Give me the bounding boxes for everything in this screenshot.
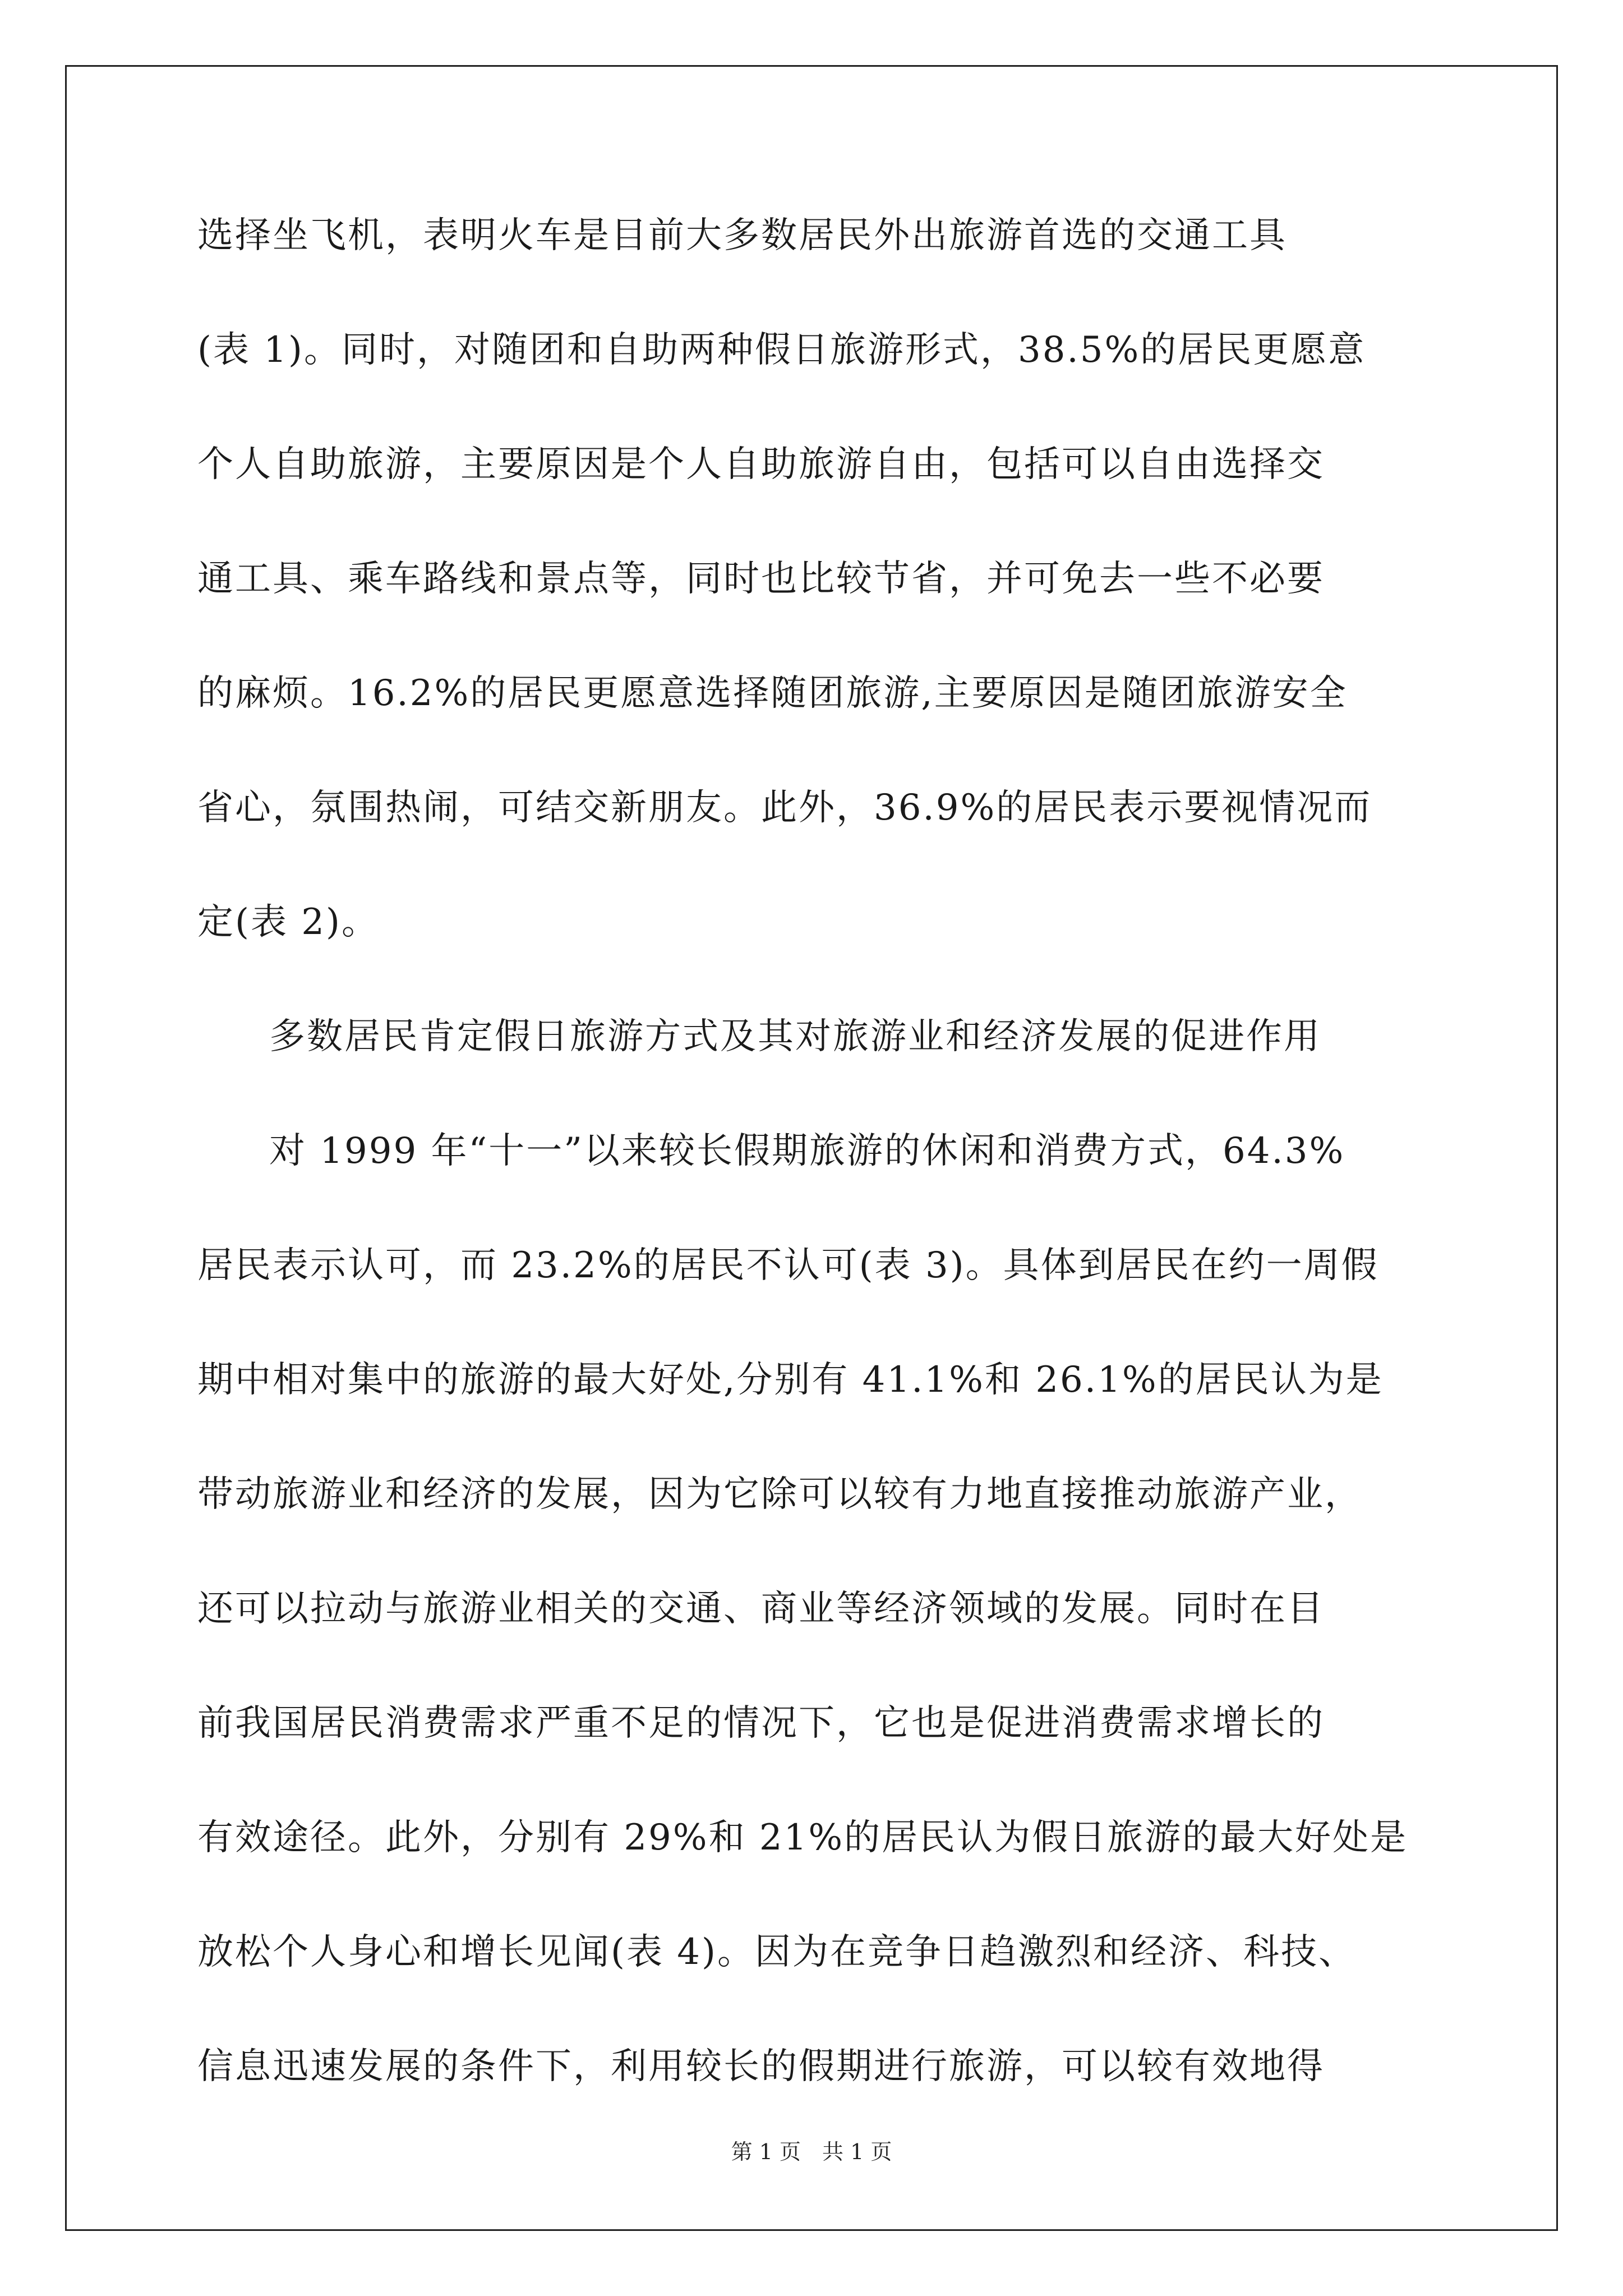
text-line: 还可以拉动与旅游业相关的交通、商业等经济领域的发展。同时在目 (197, 1588, 1325, 1630)
text-line: 信息迅速发展的条件下，利用较长的假期进行旅游，可以较有效地得 (197, 2046, 1325, 2087)
text-line: 前我国居民消费需求严重不足的情况下，它也是促进消费需求增长的 (197, 1703, 1325, 1744)
document-body (197, 208, 1437, 2153)
text-line: 期中相对集中的旅游的最大好处,分别有 41.1%和 26.1%的居民认为是 (197, 1359, 1384, 1401)
text-line: 有效途径。此外，分别有 29%和 21%的居民认为假日旅游的最大好处是 (197, 1817, 1408, 1858)
text-line: 选择坐飞机，表明火车是目前大多数居民外出旅游首选的交通工具 (197, 215, 1287, 256)
text-line: 居民表示认可，而 23.2%的居民不认可(表 3)。具体到居民在约一周假 (197, 1245, 1379, 1286)
section-heading: 多数居民肯定假日旅游方式及其对旅游业和经济发展的促进作用 (269, 1016, 1321, 1057)
text-line: 定(表 2)。 (197, 901, 379, 943)
text-line: 的麻烦。16.2%的居民更愿意选择随团旅游,主要原因是随团旅游安全 (197, 673, 1348, 714)
text-line: 带动旅游业和经济的发展，因为它除可以较有力地直接推动旅游产业， (197, 1474, 1362, 1515)
text-line: 对 1999 年“十一”以来较长假期旅游的休闲和消费方式，64.3% (269, 1130, 1345, 1172)
text-line: (表 1)。同时，对随团和自助两种假日旅游形式，38.5%的居民更愿意 (197, 329, 1366, 371)
text-line: 省心，氛围热闹，可结交新朋友。此外，36.9%的居民表示要视情况而 (197, 787, 1372, 829)
page-number-footer: 第 1 页 共 1 页 (731, 2139, 892, 2164)
text-line: 通工具、乘车路线和景点等，同时也比较节省，并可免去一些不必要 (197, 558, 1325, 600)
text-line: 个人自助旅游，主要原因是个人自助旅游自由，包括可以自由选择交 (197, 444, 1325, 485)
text-line: 放松个人身心和增长见闻(表 4)。因为在竞争日趋激烈和经济、科技、 (197, 1931, 1356, 1973)
